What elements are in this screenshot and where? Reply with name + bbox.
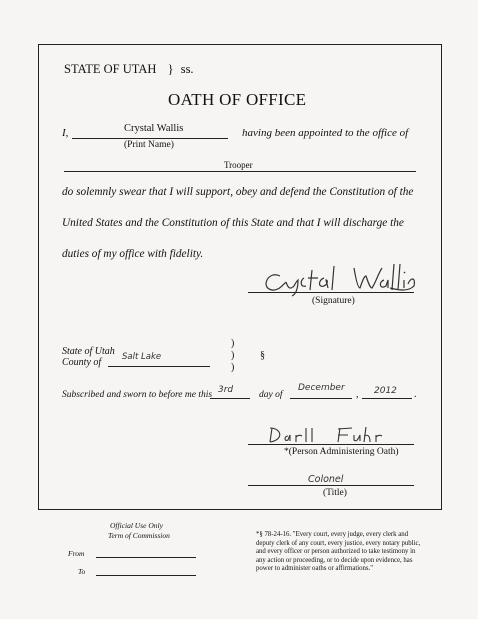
county-line: [108, 366, 210, 367]
venue-paren-1: ): [231, 338, 235, 349]
sworn-year-value: 2012: [374, 386, 397, 396]
title-field-value: Colonel: [308, 474, 344, 485]
print-name-line: [72, 138, 228, 139]
oath-text-line-3: duties of my office with fidelity.: [62, 248, 204, 260]
footnote-line-3: and every officer or person authorized to take testimony in: [256, 548, 416, 556]
office-line: [64, 171, 416, 172]
page-title: OATH OF OFFICE: [168, 90, 307, 109]
venue-paren-3: ): [231, 362, 235, 373]
sworn-comma: ,: [356, 389, 359, 400]
header-bracket: }: [167, 62, 174, 76]
ss-label: ss.: [180, 62, 194, 76]
office-value: Trooper: [224, 160, 253, 170]
print-name-caption: (Print Name): [124, 140, 174, 150]
county-value: Salt Lake: [122, 352, 162, 362]
administrator-line: [248, 444, 414, 445]
venue-state-label: State of Utah: [62, 346, 115, 357]
administrator-caption: *(Person Administering Oath): [284, 447, 399, 457]
sworn-month-value: December: [298, 383, 345, 393]
footnote-line-5: power to administer oaths or affirmations.": [256, 565, 374, 573]
oath-text-line-2: United States and the Constitution of this State and that I will discharge the: [62, 217, 404, 229]
state-label: STATE OF UTAH: [64, 62, 157, 76]
official-use-to-line: [96, 575, 196, 576]
oath-text-line-1: do solemnly swear that I will support, obey and defend the Constitution of the: [62, 186, 414, 198]
official-use-subheading: Term of Commission: [108, 531, 170, 540]
official-use-to-label: To: [78, 567, 86, 576]
footnote-line-2: deputy clerk of any court, every justice, every notary public,: [256, 539, 421, 547]
title-field-line: [248, 485, 414, 486]
sworn-text: Subscribed and sworn to before me this: [62, 390, 213, 400]
venue-section-symbol: §: [260, 350, 265, 361]
state-header: [64, 62, 194, 77]
sworn-period: .: [414, 389, 417, 400]
sworn-day-line: [210, 398, 250, 399]
venue-county-label: County of: [62, 357, 102, 368]
official-use-from-line: [96, 557, 196, 558]
statute-footnote: [256, 531, 420, 574]
signature-line: [248, 292, 414, 293]
administrator-signature-handwriting: [258, 424, 398, 446]
sworn-day-of: day of: [259, 390, 283, 400]
venue-paren-2: ): [231, 350, 235, 361]
footnote-line-1: *§ 78-24-16. "Every court, every judge, every clerk and: [256, 531, 409, 538]
i-label: I,: [62, 127, 69, 139]
signature-caption: (Signature): [312, 296, 355, 306]
sworn-month-line: [290, 398, 352, 399]
title-field-caption: (Title): [323, 488, 347, 498]
official-use-from-label: From: [68, 549, 85, 558]
official-use-heading: Official Use Only: [110, 521, 163, 530]
sworn-year-line: [362, 398, 412, 399]
appointed-text: having been appointed to the office of: [242, 127, 409, 139]
sworn-day-value: 3rd: [218, 385, 234, 395]
print-name-value: Crystal Wallis: [124, 123, 184, 134]
footnote-line-4: any action or proceeding, or to decide upon evidence, has: [256, 556, 413, 564]
